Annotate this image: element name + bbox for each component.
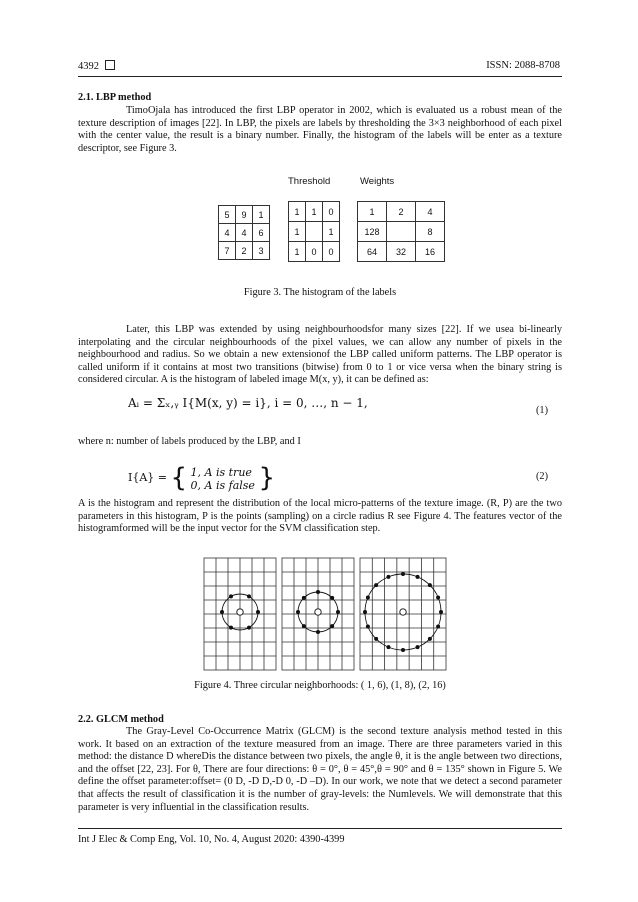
g-thr-cell [306, 222, 323, 242]
sample-point [401, 648, 405, 652]
g-wt-cell: 16 [416, 242, 445, 262]
sample-point [363, 610, 367, 614]
section-heading-glcm: 2.2. GLCM method [78, 714, 164, 725]
where-line: where n: number of labels produced by the LBP, and I [78, 436, 301, 447]
figure4-neighborhoods [202, 556, 448, 672]
weights-label: Weights [360, 176, 395, 187]
section-heading-lbp: 2.1. LBP method [78, 92, 152, 103]
g-input-cell: 6 [253, 224, 270, 242]
g-wt-cell: 2 [387, 202, 416, 222]
g-input-cell: 3 [253, 242, 270, 260]
g-thr-cell: 1 [289, 222, 306, 242]
sample-point [386, 575, 390, 579]
g-thr-cell: 1 [289, 242, 306, 262]
g-thr-cell: 0 [323, 242, 340, 262]
sample-point [374, 637, 378, 641]
g-thr-cell: 0 [323, 202, 340, 222]
g-thr-cell: 1 [306, 202, 323, 222]
input-pixel-grid [218, 205, 270, 260]
sample-point [316, 630, 320, 634]
g-input-cell: 9 [236, 206, 253, 224]
glcm-paragraph: The Gray-Level Co-Occurrence Matrix (GLCM) is the second texture analysis method tested in this work. It based on an extraction of the texture measured from an image. There are three parameters varied in this method: the distance D whereDis the distance between two pixels, the angle θ, it is the angle between two directions, and the offset [22, 23]. For θ, There are four directions: θ = 0°, θ = 45°,θ = 90° and θ = 135° shown in Figure 5. We define the offset parameter:offset= (0 D, -D D,-D 0, -D –D). In our work, we note that we detect a second parameter that affects the result of classification it is the number of gray-levels: the Numlevels. We will demonstrate that this parameter is very influential in the classification results. [78, 726, 562, 813]
threshold-label: Threshold [288, 176, 331, 187]
center-pixel [237, 609, 243, 615]
g-input-cell: 4 [236, 224, 253, 242]
histogram-paragraph: A is the histogram and represent the distribution of the local micro-patterns of the texture image. (R, P) are the two parameters in this histogram, P is the points (sampling) on a circle radius R see Figure 4. The features vector of the histogramformed will be the input vector for the SVM classification step. [78, 498, 562, 535]
square-icon [105, 60, 115, 70]
center-pixel [400, 609, 406, 615]
sample-point [229, 626, 233, 630]
sample-point [330, 624, 334, 628]
sample-point [302, 596, 306, 600]
g-wt-cell [387, 222, 416, 242]
page-number: 4392 [78, 60, 115, 72]
sample-point [336, 610, 340, 614]
g-thr-cell: 0 [306, 242, 323, 262]
eq2-lhs: I{A} = [128, 471, 167, 484]
g-input-cell: 7 [219, 242, 236, 260]
sample-point [330, 596, 334, 600]
sample-point [229, 594, 233, 598]
header-rule [78, 76, 562, 77]
g-wt-cell: 32 [387, 242, 416, 262]
figure3-caption: Figure 3. The histogram of the labels [243, 287, 397, 298]
sample-point [416, 645, 420, 649]
sample-point [247, 594, 251, 598]
g-wt-cell: 1 [358, 202, 387, 222]
sample-point [256, 610, 260, 614]
g-input-cell: 2 [236, 242, 253, 260]
sample-point [436, 625, 440, 629]
g-wt-cell: 8 [416, 222, 445, 242]
sample-point [366, 625, 370, 629]
g-thr-cell: 1 [323, 222, 340, 242]
sample-point [316, 590, 320, 594]
sample-point [366, 595, 370, 599]
sample-point [439, 610, 443, 614]
equation-2 [128, 463, 275, 493]
brace-close-icon: } [258, 463, 275, 493]
uniform-pattern-paragraph: Later, this LBP was extended by using neighbourhoodsfor many sizes [22]. If we usea bi-linearly interpolating and the circular neighbourhoods of the pixel values, we can allow any number of pixels in the neighbourhood and radius. So we obtain a new extensionof the LBP called uniform patterns. The LBP operator is called uniform if it contains at most two transitions (bitwise) from 0 to 1 or vice versa when the binary string is considered circular. A is the histogram of labeled image M(x, y), it can be defined as: [78, 324, 562, 386]
lbp-paragraph: TimoOjala has introduced the first LBP operator in 2002, which is evaluated us a robust mean of the texture description of images [22]. In LBP, the pixels are labels by thresholding the 3×3 neighborhood of each pixel with the center value, the result is a binary number. Finally, the histogram of the labels will be enter as a texture descriptor, see Figure 3. [78, 105, 562, 154]
threshold-grid [288, 201, 340, 262]
g-input-cell: 4 [219, 224, 236, 242]
eq2-case1: 1, A is true [190, 466, 252, 479]
g-thr-cell: 1 [289, 202, 306, 222]
sample-point [302, 624, 306, 628]
g-input-cell: 1 [253, 206, 270, 224]
sample-point [220, 610, 224, 614]
figure4-caption: Figure 4. Three circular neighborhoods: ( 1, 6), (1, 8), (2, 16) [194, 680, 446, 691]
sample-point [436, 595, 440, 599]
sample-point [416, 575, 420, 579]
sample-point [386, 645, 390, 649]
sample-point [428, 583, 432, 587]
sample-point [428, 637, 432, 641]
equation-2-number: (2) [536, 471, 549, 482]
sample-point [374, 583, 378, 587]
g-wt-cell: 4 [416, 202, 445, 222]
sample-point [247, 626, 251, 630]
center-pixel [315, 609, 321, 615]
issn: ISSN: 2088-8708 [486, 60, 560, 71]
footer-rule [78, 828, 562, 829]
eq2-case2: 0, A is false [190, 479, 255, 492]
weights-grid [357, 201, 445, 262]
g-wt-cell: 128 [358, 222, 387, 242]
sample-point [296, 610, 300, 614]
footer-citation: Int J Elec & Comp Eng, Vol. 10, No. 4, August 2020: 4390-4399 [78, 834, 345, 845]
sample-point [401, 572, 405, 576]
g-wt-cell: 64 [358, 242, 387, 262]
g-input-cell: 5 [219, 206, 236, 224]
equation-1-number: (1) [536, 405, 549, 416]
equation-1: Aᵢ = Σₓ,ᵧ I{M(x, y) = i}, i = 0, …, n − 1, [128, 396, 368, 410]
brace-icon: { [170, 463, 188, 493]
